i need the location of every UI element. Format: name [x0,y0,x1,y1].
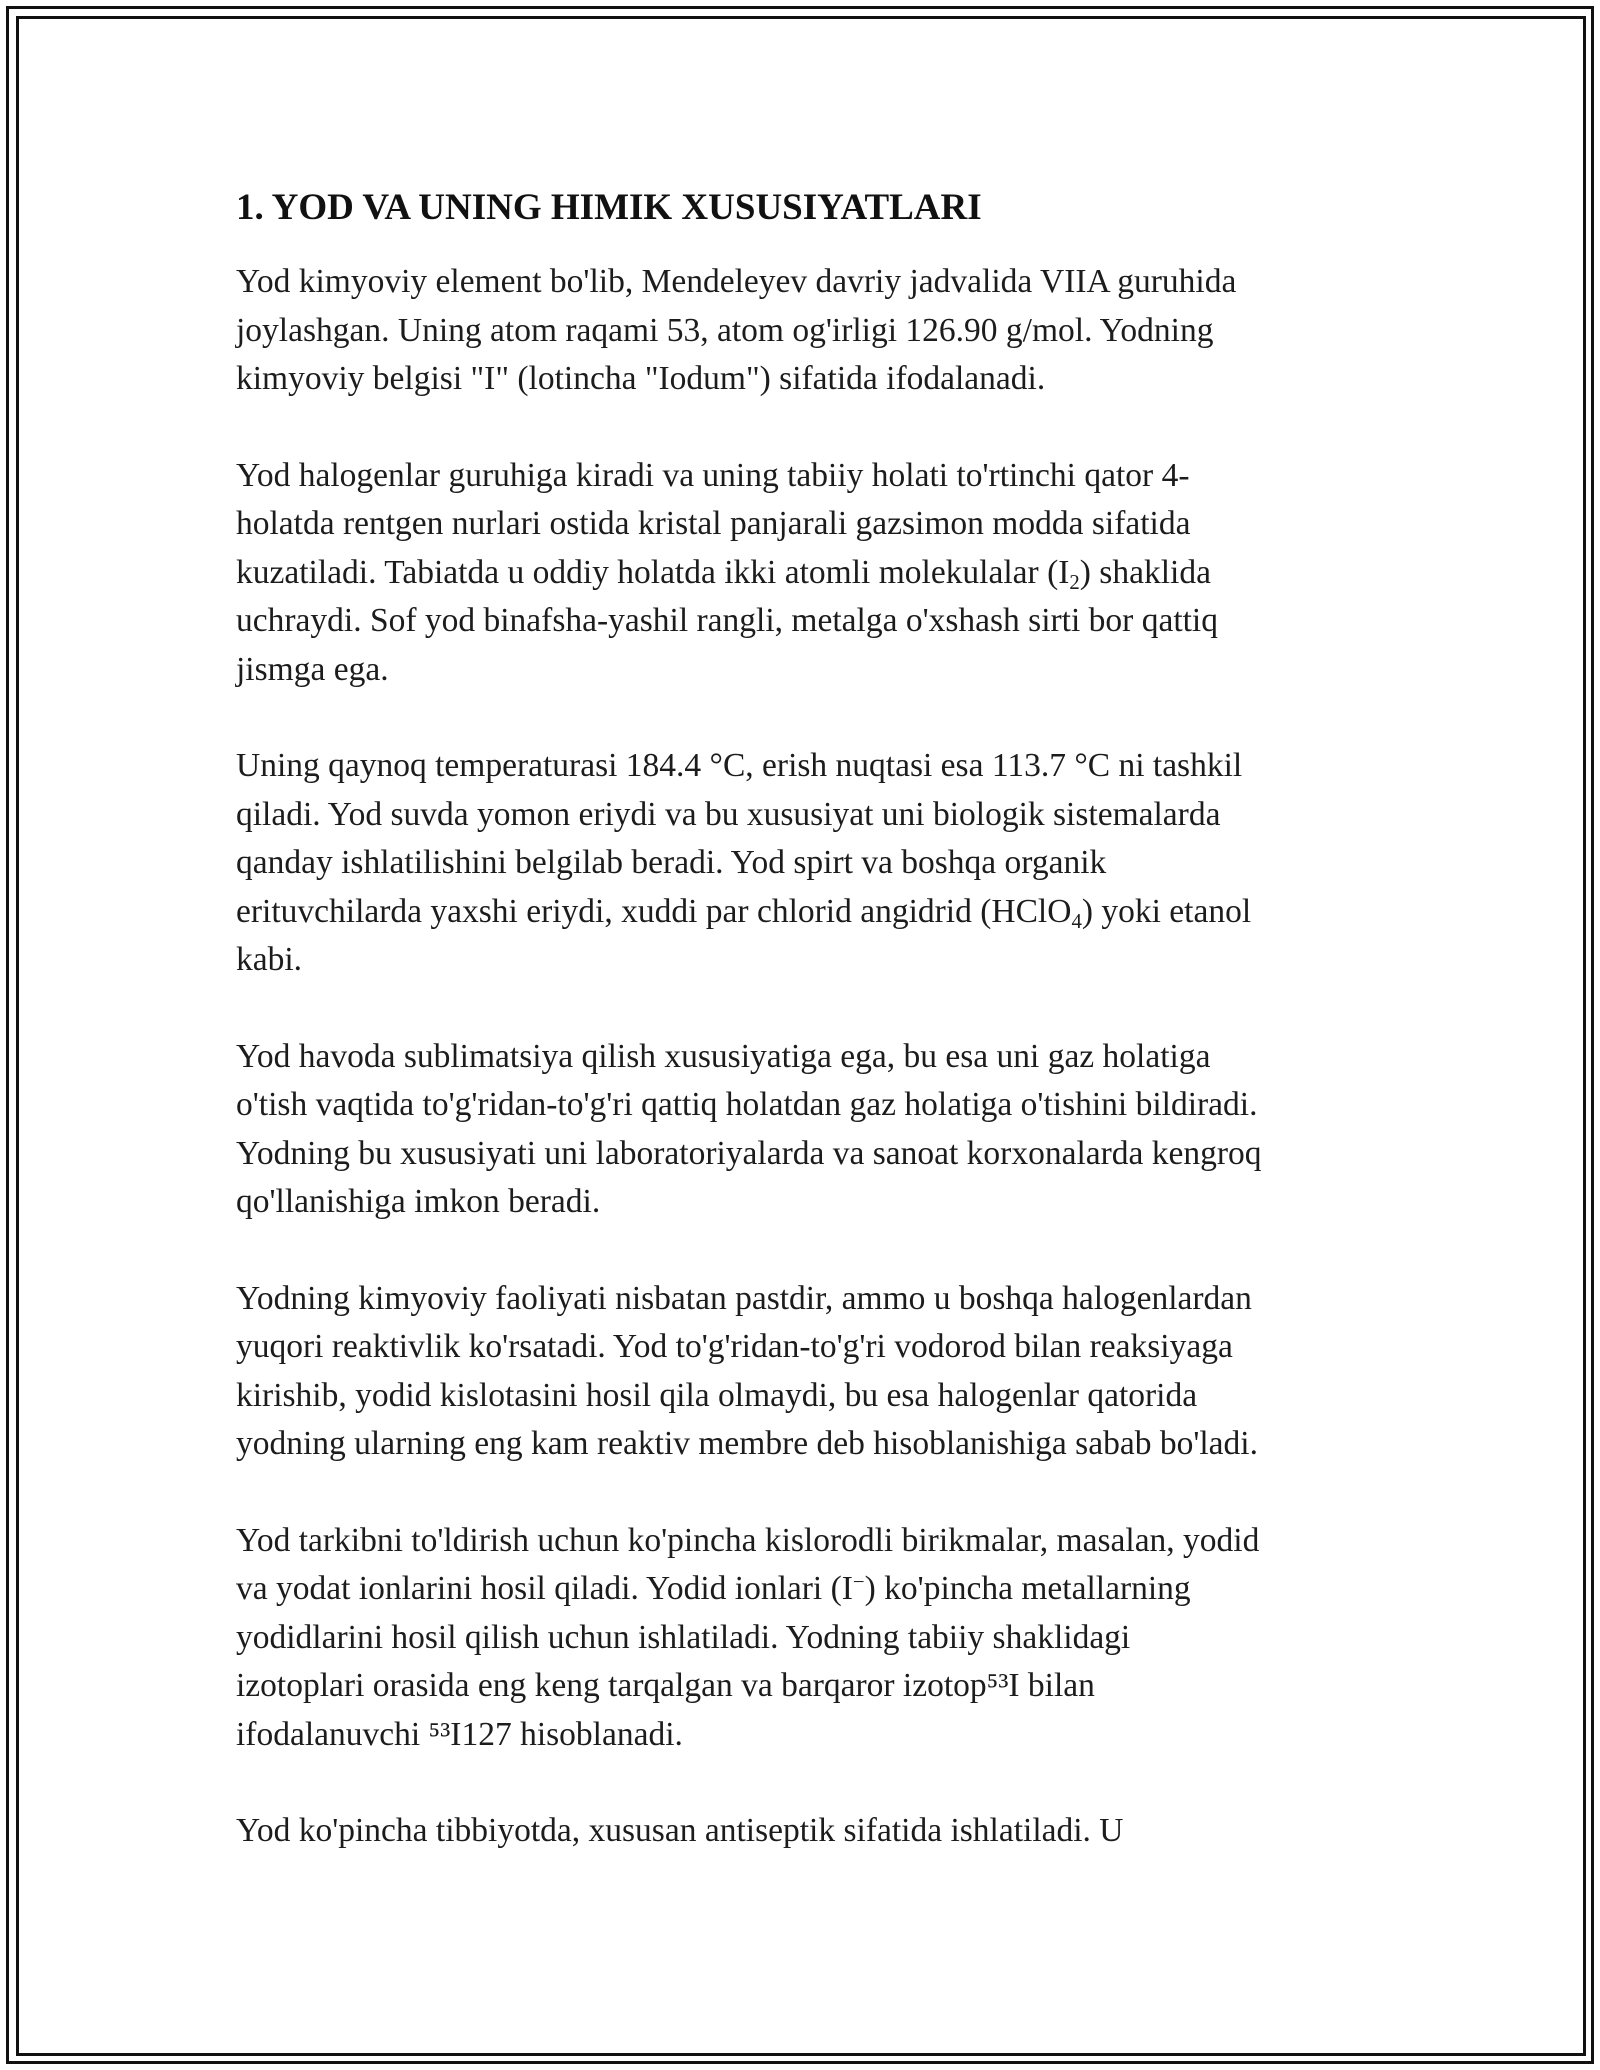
text-line: joylashgan. Uning atom raqami 53, atom og'irligi 126.90 g/mol. Yodning [236,311,1214,349]
section-heading: 1. YOD VA UNING HIMIK XUSUSIYATLARI [236,187,982,228]
superscript: − [852,1571,865,1595]
text-line: Yod ko'pincha tibbiyotda, xususan antiseptik sifatida ishlatiladi. U [236,1812,1124,1850]
text-line: izotoplari orasida eng keng tarqalgan va barqaror izotop⁵³I bilan [236,1667,1095,1705]
text-line: Yod kimyoviy element bo'lib, Mendeleyev davriy jadvalida VIIA guruhida [236,263,1237,301]
text-line [236,549,1376,598]
text-fragment: va yodat ionlarini hosil qiladi. Yodid ionlari (I [236,1570,853,1608]
text-line: jismga ega. [236,650,389,688]
text-line: yodning ularning eng kam reaktiv membre deb hisoblanishiga sabab bo'ladi. [236,1425,1258,1463]
text-line: Uning qaynoq temperaturasi 184.4 °C, erish nuqtasi esa 113.7 °C ni tashkil [236,747,1243,785]
paragraph-element-overview [236,258,1376,404]
text-line: Yod havoda sublimatsiya qilish xususiyatiga ega, bu esa uni gaz holatiga [236,1037,1211,1075]
paragraph-sublimation [236,1033,1376,1227]
paragraph-compounds-isotopes [236,1517,1376,1760]
text-line: uchraydi. Sof yod binafsha-yashil rangli, metalga o'xshash sirti bor qattiq [236,602,1218,640]
subscript: 2 [1069,570,1080,594]
text-line: Yodning kimyoviy faoliyati nisbatan pastdir, ammo u boshqa halogenlardan [236,1279,1252,1317]
text-fragment: ) shaklida [1079,553,1211,591]
text-fragment: kuzatiladi. Tabiatda u oddiy holatda ikki atomli molekulalar (I [236,553,1070,591]
text-line: kirishib, yodid kislotasini hosil qila olmaydi, bu esa halogenlar qatorida [236,1376,1198,1414]
document-page [236,186,1376,1904]
text-fragment: erituvchilarda yaxshi eriydi, xuddi par chlorid angidrid (HClO [236,892,1072,930]
text-line: kabi. [236,941,303,979]
text-line: kimyoviy belgisi "I" (lotincha "Iodum") sifatida ifodalanadi. [236,360,1046,398]
text-line: Yodning bu xususiyati uni laboratoriyalarda va sanoat korxonalarda kengroq [236,1134,1262,1172]
text-fragment: ) yoki etanol [1081,892,1252,930]
subscript: 4 [1071,909,1082,933]
text-line: Yod tarkibni to'ldirish uchun ko'pincha kislorodli birikmalar, masalan, yodid [236,1521,1260,1559]
paragraph-medical-use [236,1807,1376,1856]
text-line: qo'llanishiga imkon beradi. [236,1183,601,1221]
text-line: Yod halogenlar guruhiga kiradi va uning tabiiy holati to'rtinchi qator 4- [236,456,1190,494]
text-line: holatda rentgen nurlari ostida kristal panjarali gazsimon modda sifatida [236,505,1191,543]
text-line: yodidlarini hosil qilish uchun ishlatiladi. Yodning tabiiy shaklidagi [236,1618,1131,1656]
paragraph-physical-properties [236,742,1376,985]
text-fragment: ) ko'pincha metallarning [864,1570,1191,1608]
text-line: ifodalanuvchi ⁵³I127 hisoblanadi. [236,1715,683,1753]
text-line [236,888,1376,937]
text-line [236,1565,1376,1614]
text-line: yuqori reaktivlik ko'rsatadi. Yod to'g'ridan-to'g'ri vodorod bilan reaksiyaga [236,1328,1233,1366]
paragraph-natural-state [236,452,1376,695]
text-line: o'tish vaqtida to'g'ridan-to'g'ri qattiq holatdan gaz holatiga o'tishini bildiradi. [236,1086,1258,1124]
text-line: qiladi. Yod suvda yomon eriydi va bu xususiyat uni biologik sistemalarda [236,795,1221,833]
paragraph-reactivity [236,1275,1376,1469]
text-line: qanday ishlatilishini belgilab beradi. Yod spirt va boshqa organik [236,844,1107,882]
